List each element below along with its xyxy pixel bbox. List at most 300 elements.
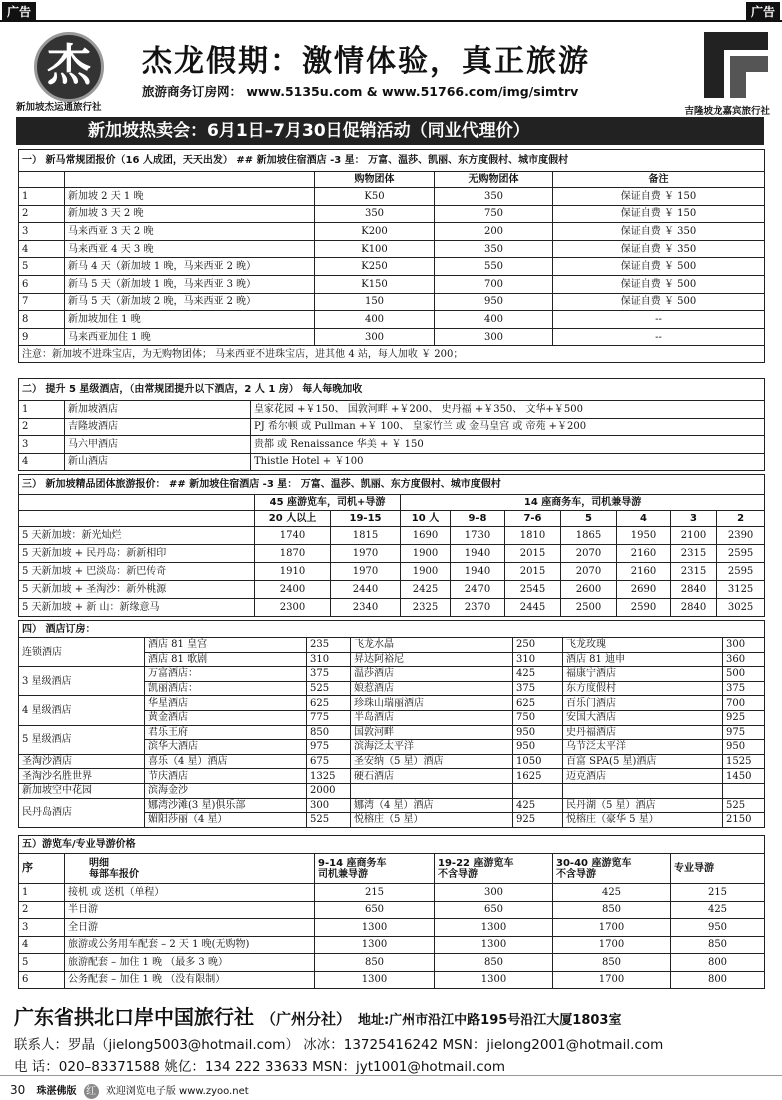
table-cell: 8 xyxy=(19,311,65,329)
table-cell: 国敦河畔 xyxy=(351,725,513,740)
table-cell: 酒店 81 皇宫 xyxy=(145,638,307,653)
table-cell: 2150 xyxy=(723,813,765,828)
table-row xyxy=(19,311,765,329)
table-cell: 850 xyxy=(315,954,435,972)
note: 注意：新加坡不进珠宝店，为无购物团体； 马来西亚不进珠宝店，进其他 4 站，每人加收 ￥ 200； xyxy=(19,346,765,363)
table-cell: 3 星级酒店 xyxy=(19,667,145,696)
table-cell: 3 xyxy=(19,919,65,937)
size-header: 5 xyxy=(561,511,617,527)
table-cell: 新加坡 3 天 2 晚 xyxy=(65,205,315,223)
table-cell xyxy=(563,783,723,798)
table-cell: 1900 xyxy=(401,545,451,563)
headline: 杰龙假期：激情体验，真正旅游 xyxy=(142,44,590,79)
table-cell: 2470 xyxy=(451,581,505,599)
contact-line-1[interactable]: 联系人：罗晶（jielong5003@hotmail.com） 冰冰：13725416242 MSN：jielong2001@hotmail.com xyxy=(14,1037,664,1053)
table-cell: 750 xyxy=(513,710,563,725)
table-cell: 新加坡酒店 xyxy=(65,401,251,419)
company-logo: 杰 xyxy=(34,32,104,102)
table-row xyxy=(19,293,765,311)
table-cell: 425 xyxy=(513,798,563,813)
table-cell: 425 xyxy=(513,667,563,682)
table-cell: 5 天新加坡 + 民丹岛：新新相印 xyxy=(19,545,255,563)
table-cell: 215 xyxy=(315,884,435,902)
table-cell: 310 xyxy=(307,652,351,667)
table-cell: 接机 或 送机（单程） xyxy=(65,884,315,902)
table-cell: 1300 xyxy=(435,936,553,954)
table-cell: 700 xyxy=(435,275,553,293)
table-cell: 1325 xyxy=(307,769,351,784)
table-row xyxy=(19,798,765,813)
table-cell: 2100 xyxy=(671,527,717,545)
table-cell: 娘惹酒店 xyxy=(351,681,513,696)
table-cell: 保证自费 ￥ 150 xyxy=(553,205,765,223)
table-cell: 3025 xyxy=(717,599,765,617)
col-header: 备注 xyxy=(553,172,765,188)
table-cell: K250 xyxy=(315,258,435,276)
table-cell: 1 xyxy=(19,188,65,206)
col-header: 9-14 座商务车 司机兼导游 xyxy=(315,854,435,884)
table-cell: 马六甲酒店 xyxy=(65,436,251,454)
table-cell: 1900 xyxy=(401,563,451,581)
table-cell: 300 xyxy=(435,328,553,346)
promo-banner: 新加坡热卖会：6月1日–7月30日促销活动（同业代理价） xyxy=(16,117,764,145)
table-cell: 旅游或公务用车配套 – 2 天 1 晚(无购物) xyxy=(65,936,315,954)
table-cell: 2 xyxy=(19,205,65,223)
table-cell: 2070 xyxy=(561,563,617,581)
table-cell: 硬石酒店 xyxy=(351,769,513,784)
table-cell: 悦榕庄（豪华 5 星） xyxy=(563,813,723,828)
table-cell: 2425 xyxy=(401,581,451,599)
table-cell: K150 xyxy=(315,275,435,293)
table-cell: 1950 xyxy=(617,527,671,545)
table-cell: 喜乐（4 星）酒店 xyxy=(145,754,307,769)
table-cell: 2 xyxy=(19,418,65,436)
size-header: 3 xyxy=(671,511,717,527)
table-cell: 2440 xyxy=(331,581,401,599)
table-row xyxy=(19,599,765,617)
table-cell: PJ 希尔顿 或 Pullman +￥ 100、 皇家竹兰 或 金马皇宫 或 帝苑 +￥200 xyxy=(251,418,765,436)
table-cell: 1300 xyxy=(315,919,435,937)
table-cell: 250 xyxy=(513,638,563,653)
table-row xyxy=(19,696,765,711)
section-regular-tours xyxy=(18,149,765,363)
table-cell: 保证自费 ￥ 500 xyxy=(553,258,765,276)
section-vehicle-guide xyxy=(18,835,765,989)
table-cell: 保证自费 ￥ 150 xyxy=(553,188,765,206)
table-cell: 迈克酒店 xyxy=(563,769,723,784)
table-cell: 民丹湖（5 星）酒店 xyxy=(563,798,723,813)
table-cell: 925 xyxy=(513,813,563,828)
table-cell: 1970 xyxy=(331,563,401,581)
table-cell: 6 xyxy=(19,275,65,293)
table-cell: 950 xyxy=(723,740,765,755)
table-cell: 300 xyxy=(315,328,435,346)
table-cell: 1300 xyxy=(435,971,553,989)
partner-logo xyxy=(700,28,772,102)
col-header: 30-40 座游览车 不含导游 xyxy=(553,854,671,884)
table-cell: 全日游 xyxy=(65,919,315,937)
table-row xyxy=(19,275,765,293)
table-cell: 公务配套 – 加住 1 晚 （没有限制） xyxy=(65,971,315,989)
table-cell: 珍珠山瑞丽酒店 xyxy=(351,696,513,711)
table-row xyxy=(19,188,765,206)
table-cell: 1525 xyxy=(723,754,765,769)
table-cell: 娜湾（4 星）酒店 xyxy=(351,798,513,813)
section-title: 二） 提升 5 星级酒店，（由常规团提升以下酒店，2 人 1 房） 每人每晚加收 xyxy=(19,379,765,401)
col-header: 明细 每部车报价 xyxy=(65,854,315,884)
table-cell: 4 xyxy=(19,240,65,258)
table-cell: 750 xyxy=(435,205,553,223)
table-cell: 3 xyxy=(19,223,65,241)
table-cell: 2015 xyxy=(505,563,561,581)
table-row xyxy=(19,545,765,563)
table-cell: 300 xyxy=(723,638,765,653)
table-cell: 850 xyxy=(553,901,671,919)
table-cell: 1740 xyxy=(255,527,331,545)
table-row xyxy=(19,769,765,784)
col-header: 购物团体 xyxy=(315,172,435,188)
table-cell: 650 xyxy=(315,901,435,919)
table-cell: 425 xyxy=(671,901,765,919)
table-row xyxy=(19,240,765,258)
table-cell: 2595 xyxy=(717,563,765,581)
table-cell: 马来西亚 3 天 2 晚 xyxy=(65,223,315,241)
size-header: 2 xyxy=(717,511,765,527)
col-header: 专业导游 xyxy=(671,854,765,884)
table-cell: 1050 xyxy=(513,754,563,769)
table-cell: 700 xyxy=(723,696,765,711)
section-title: 一） 新马常规团报价（16 人成团，天天出发） ## 新加坡住宿酒店 -3 星： 万富、温莎、凯丽、东方度假村、城市度假村 xyxy=(19,150,765,172)
table-cell: 1300 xyxy=(315,936,435,954)
table-cell: 975 xyxy=(723,725,765,740)
table-cell: 圣淘沙名胜世界 xyxy=(19,769,145,784)
table-cell: 2690 xyxy=(617,581,671,599)
table-cell: 3 xyxy=(19,436,65,454)
table-cell xyxy=(513,783,563,798)
table-cell: 皇家花园 +￥150、 国敦河畔 +￥200、 史丹福 +￥350、 文华+￥500 xyxy=(251,401,765,419)
table-row xyxy=(19,901,765,919)
right-agency-name: 吉隆坡龙嘉宾旅行社 xyxy=(684,106,770,117)
table-cell: 保证自费 ￥ 500 xyxy=(553,293,765,311)
table-cell: K100 xyxy=(315,240,435,258)
table-cell: 800 xyxy=(671,954,765,972)
table-cell: 360 xyxy=(723,652,765,667)
table-row xyxy=(19,223,765,241)
table-cell: 滨华大酒店 xyxy=(145,740,307,755)
table-cell: 950 xyxy=(513,725,563,740)
table-cell: 1870 xyxy=(255,545,331,563)
table-cell: 550 xyxy=(435,258,553,276)
table-cell: 650 xyxy=(435,901,553,919)
table-cell: 4 xyxy=(19,936,65,954)
table-cell: 滨海泛太平洋 xyxy=(351,740,513,755)
table-cell: 350 xyxy=(435,188,553,206)
size-header: 9-8 xyxy=(451,511,505,527)
table-cell: 1300 xyxy=(315,971,435,989)
table-cell: 5 xyxy=(19,258,65,276)
table-cell: 375 xyxy=(513,681,563,696)
section-hotel-booking xyxy=(18,620,765,828)
size-header: 10 人 xyxy=(401,511,451,527)
table-cell: 5 天新加坡：新光灿烂 xyxy=(19,527,255,545)
table-cell: 2400 xyxy=(255,581,331,599)
table-cell: 悦榕庄（5 星） xyxy=(351,813,513,828)
footer-agency: 广东省拱北口岸中国旅行社 （广州分社） 地址:广州市沿江中路195号沿江大厦1803室 xyxy=(14,1005,622,1029)
table-row xyxy=(19,453,765,471)
table-cell: 200 xyxy=(435,223,553,241)
page-number: 30 xyxy=(10,1083,26,1097)
table-cell: 安国大酒店 xyxy=(563,710,723,725)
table-cell: 150 xyxy=(315,293,435,311)
table-row xyxy=(19,884,765,902)
table-cell: 1865 xyxy=(561,527,617,545)
table-cell: 2445 xyxy=(505,599,561,617)
table-cell: 975 xyxy=(307,740,351,755)
table-cell: -- xyxy=(553,328,765,346)
table-cell: 5 天新加坡 + 巴淡岛：新巴传奇 xyxy=(19,563,255,581)
table-cell: 圣安纳（5 星）酒店 xyxy=(351,754,513,769)
table-cell: 昇达阿裕尼 xyxy=(351,652,513,667)
table-row xyxy=(19,418,765,436)
table-cell: 950 xyxy=(513,740,563,755)
table-cell: -- xyxy=(553,311,765,329)
section-title: 五）游览车/专业导游价格 xyxy=(19,836,765,854)
table-row xyxy=(19,581,765,599)
table-cell: 新马 4 天（新加坡 1 晚，马来西亚 2 晚） xyxy=(65,258,315,276)
table-cell: 2595 xyxy=(717,545,765,563)
table-cell: 民丹岛酒店 xyxy=(19,798,145,827)
table-cell: 2500 xyxy=(561,599,617,617)
table-cell: 2600 xyxy=(561,581,617,599)
table-row xyxy=(19,258,765,276)
table-cell: 7 xyxy=(19,293,65,311)
booking-website[interactable]: 旅游商务订房网： www.5135u.com & www.51766.com/img/simtrv xyxy=(142,84,579,99)
table-cell: K200 xyxy=(315,223,435,241)
table-row xyxy=(19,954,765,972)
table-cell: 9 xyxy=(19,328,65,346)
table-cell: 华星酒店 xyxy=(145,696,307,711)
table-row xyxy=(19,638,765,653)
table-cell: 1700 xyxy=(553,971,671,989)
table-row xyxy=(19,527,765,545)
table-cell: 百乐门酒店 xyxy=(563,696,723,711)
table-cell: 马来西亚加住 1 晚 xyxy=(65,328,315,346)
table-cell: 850 xyxy=(435,954,553,972)
table-cell: 新加坡加住 1 晚 xyxy=(65,311,315,329)
table-cell: 1700 xyxy=(553,919,671,937)
table-cell: 675 xyxy=(307,754,351,769)
table-cell: 2015 xyxy=(505,545,561,563)
table-cell: 飞龙玫瑰 xyxy=(563,638,723,653)
table-cell: 2300 xyxy=(255,599,331,617)
table-cell: 半日游 xyxy=(65,901,315,919)
table-cell: 235 xyxy=(307,638,351,653)
table-cell: 吉隆坡酒店 xyxy=(65,418,251,436)
table-row xyxy=(19,919,765,937)
table-cell: 2545 xyxy=(505,581,561,599)
table-cell: 500 xyxy=(723,667,765,682)
table-cell: 5 xyxy=(19,954,65,972)
table-cell: 2325 xyxy=(401,599,451,617)
table-cell: 新加坡 2 天 1 晚 xyxy=(65,188,315,206)
table-cell: 1 xyxy=(19,401,65,419)
table-cell: 6 xyxy=(19,971,65,989)
section-premium-tours xyxy=(18,474,765,617)
table-cell: 万富酒店： xyxy=(145,667,307,682)
table-cell: 4 星级酒店 xyxy=(19,696,145,725)
table-cell: 1970 xyxy=(331,545,401,563)
table-cell: 保证自费 ￥ 500 xyxy=(553,275,765,293)
table-cell: 1 xyxy=(19,884,65,902)
table-cell: 黄金酒店 xyxy=(145,710,307,725)
table-cell: 850 xyxy=(307,725,351,740)
table-row xyxy=(19,436,765,454)
table-cell: 1940 xyxy=(451,563,505,581)
table-row xyxy=(19,783,765,798)
table-cell: 史丹福酒店 xyxy=(563,725,723,740)
bottom-divider xyxy=(0,1075,782,1076)
size-header: 7-6 xyxy=(505,511,561,527)
table-cell: 2000 xyxy=(307,783,351,798)
section-hotel-upgrade xyxy=(18,378,765,471)
table-cell: 2160 xyxy=(617,545,671,563)
table-cell: 2370 xyxy=(451,599,505,617)
table-cell: 酒店 81 歌剧 xyxy=(145,652,307,667)
ad-label-right: 广告 xyxy=(746,2,780,21)
table-row xyxy=(19,401,765,419)
table-cell: 新山酒店 xyxy=(65,453,251,471)
table-cell: 2160 xyxy=(617,563,671,581)
table-cell: 310 xyxy=(513,652,563,667)
size-header: 20 人以上 xyxy=(255,511,331,527)
table-cell: 君乐王府 xyxy=(145,725,307,740)
table-cell: 850 xyxy=(553,954,671,972)
table-cell: 1625 xyxy=(513,769,563,784)
table-cell: Thistle Hotel + ￥100 xyxy=(251,453,765,471)
table-cell: 酒店 81 迪申 xyxy=(563,652,723,667)
table-cell: 775 xyxy=(307,710,351,725)
table-cell: 400 xyxy=(435,311,553,329)
table-cell: 圣淘沙酒店 xyxy=(19,754,145,769)
table-cell: 525 xyxy=(723,798,765,813)
table-cell: 新马 5 天（新加坡 1 晚，马来西亚 3 晚） xyxy=(65,275,315,293)
left-agency-name: 新加坡杰运通旅行社 xyxy=(16,102,102,113)
table-row xyxy=(19,725,765,740)
table-cell: 5 星级酒店 xyxy=(19,725,145,754)
size-header: 4 xyxy=(617,511,671,527)
table-row xyxy=(19,328,765,346)
table-cell: 娜湾沙滩(3 星)俱乐部 xyxy=(145,798,307,813)
ad-label-left: 广告 xyxy=(2,2,36,21)
table-cell: 950 xyxy=(435,293,553,311)
table-cell: 连锁酒店 xyxy=(19,638,145,667)
table-row xyxy=(19,936,765,954)
table-cell: 850 xyxy=(671,936,765,954)
table-cell: 3125 xyxy=(717,581,765,599)
table-row xyxy=(19,971,765,989)
table-cell: 215 xyxy=(671,884,765,902)
table-cell: 2840 xyxy=(671,599,717,617)
table-cell: 2 xyxy=(19,901,65,919)
table-cell: 300 xyxy=(435,884,553,902)
table-cell: 5 天新加坡 + 圣淘沙：新外桃源 xyxy=(19,581,255,599)
table-cell: 凯丽酒店： xyxy=(145,681,307,696)
table-cell: 1940 xyxy=(451,545,505,563)
table-row xyxy=(19,667,765,682)
table-cell: 新马 5 天（新加坡 2 晚，马来西亚 2 晚） xyxy=(65,293,315,311)
table-cell: 新加坡空中花园 xyxy=(19,783,145,798)
table-cell: 400 xyxy=(315,311,435,329)
table-cell: 2315 xyxy=(671,563,717,581)
table-row xyxy=(19,205,765,223)
table-cell: 525 xyxy=(307,813,351,828)
table-cell: 1700 xyxy=(553,936,671,954)
col-header: 19-22 座游览车 不含导游 xyxy=(435,854,553,884)
table-cell: 福康宁酒店 xyxy=(563,667,723,682)
table-row xyxy=(19,563,765,581)
table-cell: 525 xyxy=(307,681,351,696)
group-45-header: 45 座游览车，司机+导游 xyxy=(255,495,401,511)
table-cell: 2315 xyxy=(671,545,717,563)
table-cell: 1815 xyxy=(331,527,401,545)
section-title: 四） 酒店订房： xyxy=(19,621,765,638)
table-row xyxy=(19,754,765,769)
table-cell xyxy=(723,783,765,798)
table-cell: 百富 SPA(5 星)酒店 xyxy=(563,754,723,769)
logo-badge-icon: 红 xyxy=(84,1084,99,1099)
table-cell: 马来西亚 4 天 3 晚 xyxy=(65,240,315,258)
page-footer: 30 珠湛佛版 红 欢迎浏览电子版 www.zyoo.net xyxy=(10,1083,249,1097)
size-header: 19-15 xyxy=(331,511,401,527)
table-cell: 950 xyxy=(671,919,765,937)
table-cell: 350 xyxy=(435,240,553,258)
table-cell: 保证自费 ￥ 350 xyxy=(553,240,765,258)
table-cell: 375 xyxy=(723,681,765,696)
group-14-header: 14 座商务车，司机兼导游 xyxy=(401,495,765,511)
table-cell: 飞龙水晶 xyxy=(351,638,513,653)
table-cell: 1810 xyxy=(505,527,561,545)
table-cell: 旅游配套 – 加住 1 晚 （最多 3 晚） xyxy=(65,954,315,972)
col-header: 序 xyxy=(19,854,65,884)
table-cell: 乌节泛太平洋 xyxy=(563,740,723,755)
table-cell: K50 xyxy=(315,188,435,206)
table-cell: 半岛酒店 xyxy=(351,710,513,725)
table-cell: 625 xyxy=(513,696,563,711)
table-cell: 2340 xyxy=(331,599,401,617)
col-header: 无购物团体 xyxy=(435,172,553,188)
table-cell: 滨海金沙 xyxy=(145,783,307,798)
table-cell: 保证自费 ￥ 350 xyxy=(553,223,765,241)
table-cell xyxy=(351,783,513,798)
top-divider xyxy=(0,20,782,22)
table-cell: 1910 xyxy=(255,563,331,581)
table-cell: 1450 xyxy=(723,769,765,784)
table-cell: 375 xyxy=(307,667,351,682)
table-cell: 贵都 或 Renaissance 华美 + ￥ 150 xyxy=(251,436,765,454)
table-cell: 300 xyxy=(307,798,351,813)
table-cell: 东方度假村 xyxy=(563,681,723,696)
table-cell: 925 xyxy=(723,710,765,725)
table-cell: 2390 xyxy=(717,527,765,545)
table-cell: 350 xyxy=(315,205,435,223)
table-cell: 节庆酒店 xyxy=(145,769,307,784)
table-cell: 2840 xyxy=(671,581,717,599)
table-cell: 4 xyxy=(19,453,65,471)
table-cell: 5 天新加坡 + 新 山：新缘意马 xyxy=(19,599,255,617)
table-cell: 1730 xyxy=(451,527,505,545)
table-cell: 媚阳莎丽（4 星） xyxy=(145,813,307,828)
contact-line-2[interactable]: 电 话：020–83371588 姚亿：134 222 33633 MSN：jyt1001@hotmail.com xyxy=(14,1059,506,1075)
